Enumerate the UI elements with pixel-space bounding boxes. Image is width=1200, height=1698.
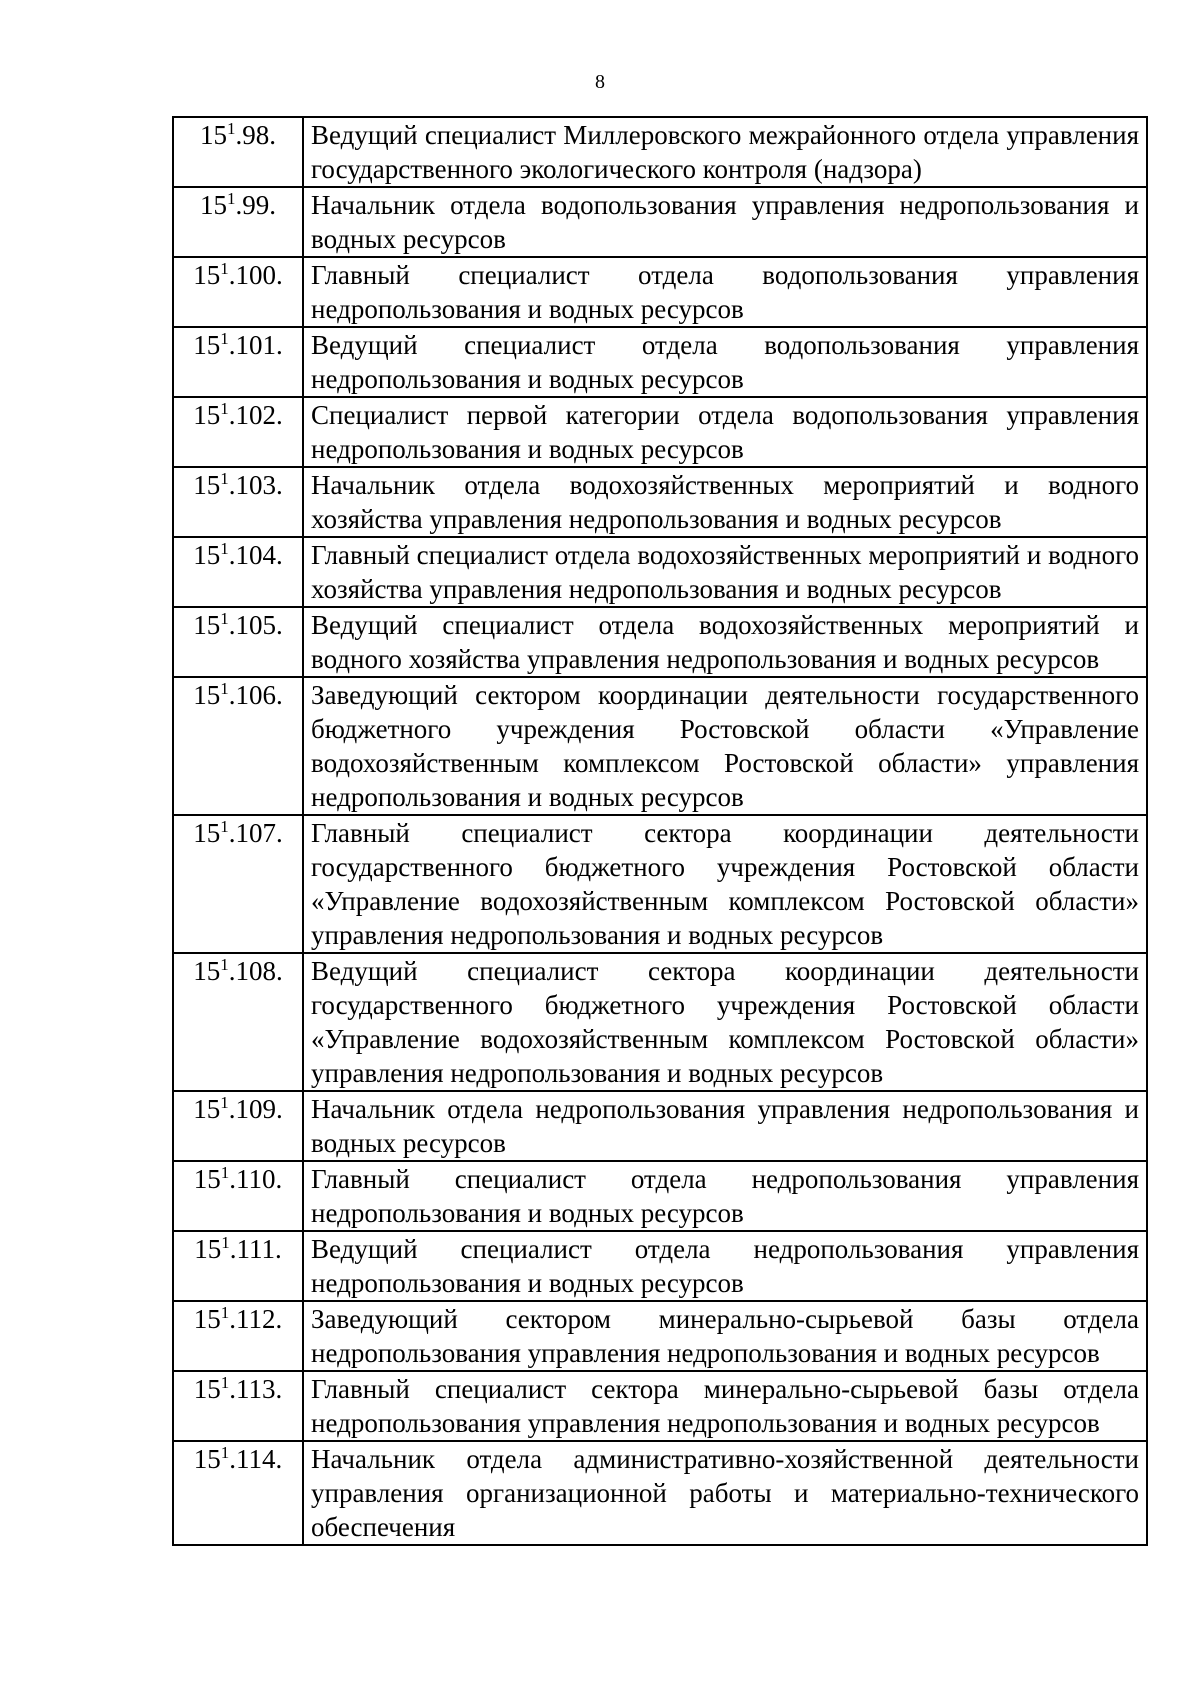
table-row — [173, 953, 1147, 1091]
row-number-superscript: 1 — [220, 259, 229, 278]
table-row — [173, 1231, 1147, 1301]
row-number-base: 15 — [193, 470, 221, 500]
position-title: Заведующий сектором координации деятельности государственного бюджетного учреждения Ростовской области «Управление водохозяйственным комплексом Ростовской области» управления недропользования и водных ресурсов — [303, 677, 1147, 815]
row-number-superscript: 1 — [220, 399, 229, 418]
row-number-suffix: .105. — [228, 610, 283, 640]
position-title: Главный специалист сектора координации деятельности государственного бюджетного учреждения Ростовской области «Управление водохозяйственным комплексом Ростовской области» управления недропользования и водных ресурсов — [303, 815, 1147, 953]
row-number — [173, 607, 303, 677]
position-title: Начальник отдела водохозяйственных мероприятий и водного хозяйства управления недропользования и водных ресурсов — [303, 467, 1147, 537]
row-number-superscript: 1 — [221, 1233, 230, 1252]
position-title: Заведующий сектором минерально-сырьевой базы отдела недропользования управления недропользования и водных ресурсов — [303, 1301, 1147, 1371]
row-number-suffix: .104. — [228, 540, 283, 570]
row-number-suffix: .98. — [235, 120, 276, 150]
row-number-suffix: .108. — [228, 956, 283, 986]
row-number-superscript: 1 — [220, 1093, 229, 1112]
row-number-suffix: .109. — [228, 1094, 283, 1124]
row-number-suffix: .113. — [229, 1374, 283, 1404]
position-title: Главный специалист отдела водопользования управления недропользования и водных ресурсов — [303, 257, 1147, 327]
row-number — [173, 953, 303, 1091]
position-title: Начальник отдела водопользования управления недропользования и водных ресурсов — [303, 187, 1147, 257]
row-number — [173, 257, 303, 327]
row-number-base: 15 — [193, 1094, 221, 1124]
row-number-suffix: .112. — [229, 1304, 283, 1334]
row-number-superscript: 1 — [220, 1303, 230, 1322]
table-row — [173, 1301, 1147, 1371]
row-number — [173, 537, 303, 607]
row-number — [173, 1161, 303, 1231]
position-title: Ведущий специалист Миллеровского межрайонного отдела управления государственного экологического контроля (надзора) — [303, 117, 1147, 187]
table-row — [173, 607, 1147, 677]
row-number — [173, 1091, 303, 1161]
row-number — [173, 117, 303, 187]
position-title: Ведущий специалист отдела недропользования управления недропользования и водных ресурсов — [303, 1231, 1147, 1301]
row-number-suffix: .111. — [229, 1234, 282, 1264]
row-number-superscript: 1 — [220, 609, 229, 628]
row-number-superscript: 1 — [220, 539, 229, 558]
table-row — [173, 537, 1147, 607]
table-row — [173, 1441, 1147, 1545]
row-number-superscript: 1 — [220, 469, 229, 488]
position-title: Ведущий специалист отдела водопользования управления недропользования и водных ресурсов — [303, 327, 1147, 397]
positions-table-body — [173, 117, 1147, 1545]
row-number-base: 15 — [193, 956, 221, 986]
table-row — [173, 467, 1147, 537]
row-number-base: 15 — [193, 400, 221, 430]
row-number-base: 15 — [194, 1234, 222, 1264]
row-number-base: 15 — [193, 1304, 221, 1334]
row-number-base: 15 — [200, 120, 227, 150]
row-number — [173, 677, 303, 815]
row-number — [173, 815, 303, 953]
row-number-suffix: .100. — [228, 260, 283, 290]
row-number — [173, 187, 303, 257]
page-number: 8 — [595, 71, 605, 93]
row-number-base: 15 — [193, 610, 221, 640]
row-number-base: 15 — [193, 540, 221, 570]
table-row — [173, 1091, 1147, 1161]
row-number-base: 15 — [193, 1374, 221, 1404]
row-number-superscript: 1 — [227, 119, 236, 138]
row-number-superscript: 1 — [220, 817, 229, 836]
table-row — [173, 327, 1147, 397]
table-row — [173, 815, 1147, 953]
row-number-suffix: .110. — [229, 1164, 283, 1194]
row-number-suffix: .101. — [228, 330, 283, 360]
row-number-suffix: .99. — [235, 190, 276, 220]
row-number — [173, 1441, 303, 1545]
row-number-superscript: 1 — [220, 1373, 230, 1392]
table-row — [173, 677, 1147, 815]
row-number-base: 15 — [193, 680, 221, 710]
table-row — [173, 187, 1147, 257]
row-number-base: 15 — [193, 260, 221, 290]
row-number-superscript: 1 — [220, 1443, 230, 1462]
row-number-base: 15 — [193, 1444, 221, 1474]
row-number-superscript: 1 — [220, 329, 229, 348]
positions-table — [172, 116, 1148, 1546]
row-number-superscript: 1 — [220, 955, 229, 974]
position-title: Главный специалист сектора минерально-сырьевой базы отдела недропользования управления недропользования и водных ресурсов — [303, 1371, 1147, 1441]
row-number-suffix: .114. — [229, 1444, 283, 1474]
row-number-base: 15 — [193, 330, 221, 360]
table-row — [173, 397, 1147, 467]
table-row — [173, 117, 1147, 187]
table-row — [173, 1161, 1147, 1231]
position-title: Начальник отдела недропользования управления недропользования и водных ресурсов — [303, 1091, 1147, 1161]
row-number-base: 15 — [200, 190, 227, 220]
row-number — [173, 467, 303, 537]
row-number-suffix: .102. — [228, 400, 283, 430]
row-number — [173, 397, 303, 467]
position-title: Главный специалист отдела недропользования управления недропользования и водных ресурсов — [303, 1161, 1147, 1231]
position-title: Специалист первой категории отдела водопользования управления недропользования и водных ресурсов — [303, 397, 1147, 467]
row-number-suffix: .103. — [228, 470, 283, 500]
row-number — [173, 327, 303, 397]
row-number-base: 15 — [193, 1164, 221, 1194]
position-title: Ведущий специалист отдела водохозяйственных мероприятий и водного хозяйства управления недропользования и водных ресурсов — [303, 607, 1147, 677]
row-number-suffix: .106. — [228, 680, 283, 710]
table-row — [173, 257, 1147, 327]
position-title: Ведущий специалист сектора координации деятельности государственного бюджетного учреждения Ростовской области «Управление водохозяйственным комплексом Ростовской области» управления недропользования и водных ресурсов — [303, 953, 1147, 1091]
row-number-superscript: 1 — [220, 679, 229, 698]
row-number-suffix: .107. — [228, 818, 283, 848]
row-number — [173, 1231, 303, 1301]
table-row — [173, 1371, 1147, 1441]
row-number — [173, 1371, 303, 1441]
row-number — [173, 1301, 303, 1371]
row-number-superscript: 1 — [227, 189, 236, 208]
position-title: Начальник отдела административно-хозяйственной деятельности управления организационной работы и материально-технического обеспечения — [303, 1441, 1147, 1545]
position-title: Главный специалист отдела водохозяйственных мероприятий и водного хозяйства управления недропользования и водных ресурсов — [303, 537, 1147, 607]
row-number-superscript: 1 — [220, 1163, 230, 1182]
row-number-base: 15 — [193, 818, 221, 848]
